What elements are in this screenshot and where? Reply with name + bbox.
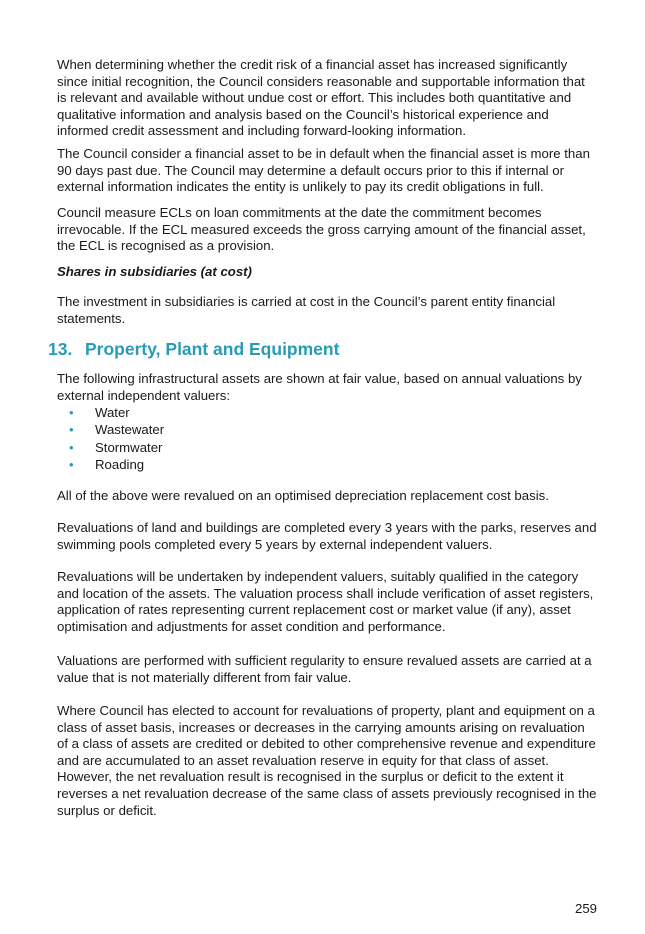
section-number: 13. bbox=[48, 339, 73, 359]
bullet-icon: • bbox=[69, 457, 74, 473]
asset-list bbox=[57, 404, 164, 474]
list-item: • Water bbox=[69, 405, 130, 420]
list-item: • Roading bbox=[69, 457, 145, 473]
paragraph-ecl: Council measure ECLs on loan commitments at the date the commitment becomes irrevocable. If the ECL measured exceeds the gross carrying amount of the financial asset, the ECL is recognised as a provision. bbox=[57, 205, 586, 254]
list-item: • Stormwater bbox=[69, 439, 163, 455]
section-title: Property, Plant and Equipment bbox=[85, 339, 340, 359]
paragraph-land-buildings: Revaluations of land and buildings are completed every 3 years with the parks, reserves and swimming pools completed every 5 years by external independent valuers. bbox=[57, 520, 597, 552]
paragraph-valuers: Revaluations will be undertaken by independent valuers, suitably qualified in the category and location of the assets. The valuation process shall include verification of asset registers, application of rates representing current replacement cost or market value (if any), asset optimisation and adjustments for asset condition and performance. bbox=[57, 569, 594, 634]
bullet-icon: • bbox=[69, 439, 74, 455]
subheading-shares: Shares in subsidiaries (at cost) bbox=[57, 264, 252, 279]
paragraph-class-basis: Where Council has elected to account for revaluations of property, plant and equipment on a class of asset basis, increases or decreases in the carrying amounts arising on revaluation of a class of assets are credited or debited to other comprehensive revenue and expenditure and are accumulated to an asset revaluation reserve in equity for that class of asset. However, the net revaluation result is recognised in the surplus or deficit to the extent it reverses a net revaluation decrease of the same class of assets previously recognised in the surplus or deficit. bbox=[57, 703, 597, 818]
paragraph-regularity: Valuations are performed with sufficient regularity to ensure revalued assets are carried at a value that is not materially different from fair value. bbox=[57, 653, 592, 685]
paragraph-subsidiaries: The investment in subsidiaries is carried at cost in the Council’s parent entity financial statements. bbox=[57, 294, 556, 326]
section-heading bbox=[48, 338, 339, 360]
paragraph-intro: The following infrastructural assets are shown at fair value, based on annual valuations by external independent valuers: bbox=[57, 371, 582, 403]
paragraph-credit-risk: When determining whether the credit risk of a financial asset has increased significantly since initial recognition, the Council considers reasonable and supportable information that is relevant and available without undue cost or effort. This includes both quantitative and qualitative information and analysis based on the Council’s historical experience and informed credit assessment and including forward-looking information. bbox=[57, 57, 585, 139]
list-item: • Wastewater bbox=[69, 422, 165, 438]
bullet-icon: • bbox=[69, 405, 74, 420]
paragraph-default: The Council consider a financial asset to be in default when the financial asset is more than 90 days past due. The Council may determine a default occurs prior to this if internal or external information indicates the entity is unlikely to pay its credit obligations in full. bbox=[57, 146, 590, 195]
bullet-icon: • bbox=[69, 422, 74, 438]
page-number: 259 bbox=[575, 901, 598, 916]
paragraph-revalued: All of the above were revalued on an optimised depreciation replacement cost basis. bbox=[57, 488, 549, 503]
